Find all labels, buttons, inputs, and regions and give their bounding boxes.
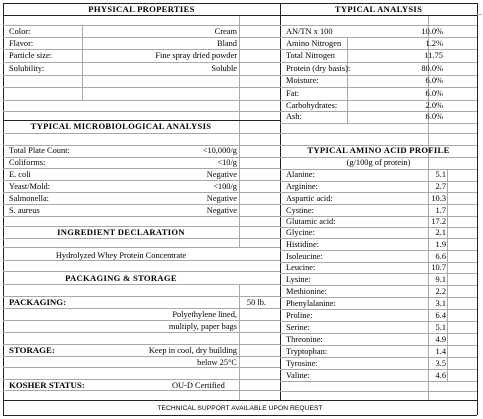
packaging-line: 50 lb.	[246, 298, 266, 307]
physical-label: Flavor:	[9, 39, 34, 48]
analysis-label: AN/TN x 100	[286, 27, 333, 36]
micro-value: Negative	[206, 170, 237, 179]
analysis-value: 2.0%	[425, 101, 443, 110]
amino-value: 17.2	[431, 217, 446, 226]
amino-value: 3.1	[435, 299, 446, 308]
footer-note: TECHNICAL SUPPORT AVAILABLE UPON REQUEST	[157, 405, 323, 412]
typical-analysis-title: TYPICAL ANALYSIS	[334, 4, 423, 14]
storage-line: below 25°C	[197, 358, 237, 367]
amino-label: Arginine:	[286, 182, 318, 191]
analysis-value: 10.0%	[421, 27, 443, 36]
micro-label: Coliforms:	[9, 158, 46, 167]
analysis-value: 11.75	[424, 51, 443, 60]
physical-label: Solubility:	[9, 64, 45, 73]
amino-label: Isoleucine:	[286, 252, 323, 261]
amino-label: Glycine:	[286, 228, 315, 237]
amino-value: 1.4	[435, 347, 446, 356]
amino-value: 1.7	[435, 206, 446, 215]
amino-profile-title: TYPICAL AMINO ACID PROFILE	[307, 145, 450, 155]
analysis-value: 6.0%	[425, 89, 443, 98]
amino-label: Histidine:	[286, 240, 320, 249]
amino-label: Leucine:	[286, 263, 316, 272]
amino-value: 4.9	[435, 335, 446, 344]
micro-label: S. aureus	[9, 206, 40, 215]
analysis-value: 80.0%	[421, 64, 443, 73]
amino-value: 2.1	[435, 228, 446, 237]
amino-value: 6.4	[435, 311, 446, 320]
analysis-label: Carbohydrates:	[286, 101, 338, 110]
micro-label: Yeast/Mold:	[9, 182, 51, 191]
analysis-label: Protein (dry basis):	[286, 64, 351, 73]
amino-value: 1.9	[435, 240, 446, 249]
kosher-value: OU-D Certified	[172, 381, 225, 390]
packaging-line: Polyethylene lined,	[172, 310, 237, 319]
amino-label: Glutamic acid:	[286, 217, 336, 226]
packaging-storage-title: PACKAGING & STORAGE	[65, 273, 177, 283]
amino-label: Methionine:	[286, 287, 327, 296]
kosher-label: KOSHER STATUS:	[9, 380, 85, 390]
amino-value: 10.7	[431, 263, 446, 272]
micro-value: Negative	[206, 206, 237, 215]
amino-label: Cystine:	[286, 206, 314, 215]
amino-value: 6.6	[435, 252, 446, 261]
ingredient-title: INGREDIENT DECLARATION	[57, 227, 185, 237]
micro-label: E. coli	[9, 170, 31, 179]
micro-value: <10,000/g	[202, 146, 237, 155]
storage-line: Keep in cool, dry building	[148, 346, 237, 355]
ingredient-text: Hydrolyzed Whey Protein Concentrate	[55, 251, 187, 260]
micro-label: Total Plate Count:	[9, 146, 70, 155]
amino-value: 2.2	[435, 287, 446, 296]
amino-value: 4.6	[435, 371, 446, 380]
analysis-label: Moisture:	[286, 76, 319, 85]
physical-value: Bland	[216, 39, 237, 48]
packaging-label: PACKAGING:	[9, 297, 67, 307]
amino-value: 3.5	[435, 359, 446, 368]
amino-label: Phenylalanine:	[286, 299, 336, 308]
physical-value: Soluble	[211, 64, 237, 73]
amino-label: Valine:	[286, 371, 310, 380]
amino-value: 5.1	[435, 323, 446, 332]
micro-analysis-title: TYPICAL MICROBIOLOGICAL ANALYSIS	[30, 121, 212, 131]
analysis-value: 6.0%	[425, 76, 443, 85]
amino-value: 2.7	[435, 182, 446, 191]
amino-label: Tryptophan:	[286, 347, 328, 356]
amino-label: Aspartic acid:	[286, 194, 333, 203]
analysis-label: Ash:	[286, 112, 302, 121]
amino-label: Threonine:	[286, 335, 323, 344]
amino-label: Alanine:	[286, 170, 315, 179]
amino-label: Lysine:	[286, 275, 311, 284]
physical-label: Particle size:	[9, 51, 53, 60]
micro-value: Negative	[206, 194, 237, 203]
micro-label: Salmonella:	[9, 194, 50, 203]
amino-label: Tyrosine:	[286, 359, 318, 368]
micro-value: <10/g	[217, 158, 237, 167]
physical-value: Fine spray dried powder	[155, 51, 237, 60]
analysis-label: Total Nitrogen	[286, 51, 335, 60]
storage-label: STORAGE:	[9, 345, 55, 355]
analysis-value: 1.2%	[425, 39, 443, 48]
analysis-value: 6.0%	[425, 112, 443, 121]
analysis-label: Fat:	[286, 89, 300, 98]
amino-label: Serine:	[286, 323, 310, 332]
amino-value: 9.1	[435, 275, 446, 284]
packaging-line: multiply, paper bags	[168, 322, 237, 331]
amino-value: 5.1	[435, 170, 446, 179]
amino-label: Proline:	[286, 311, 313, 320]
amino-profile-subtitle: (g/100g of protein)	[346, 158, 411, 167]
amino-value: 10.3	[431, 194, 446, 203]
physical-properties-title: PHYSICAL PROPERTIES	[88, 4, 195, 14]
micro-value: <100/g	[213, 182, 237, 191]
physical-value: Cream	[214, 27, 237, 36]
physical-label: Color:	[9, 27, 31, 36]
analysis-label: Amino Nitrogen	[286, 39, 342, 48]
